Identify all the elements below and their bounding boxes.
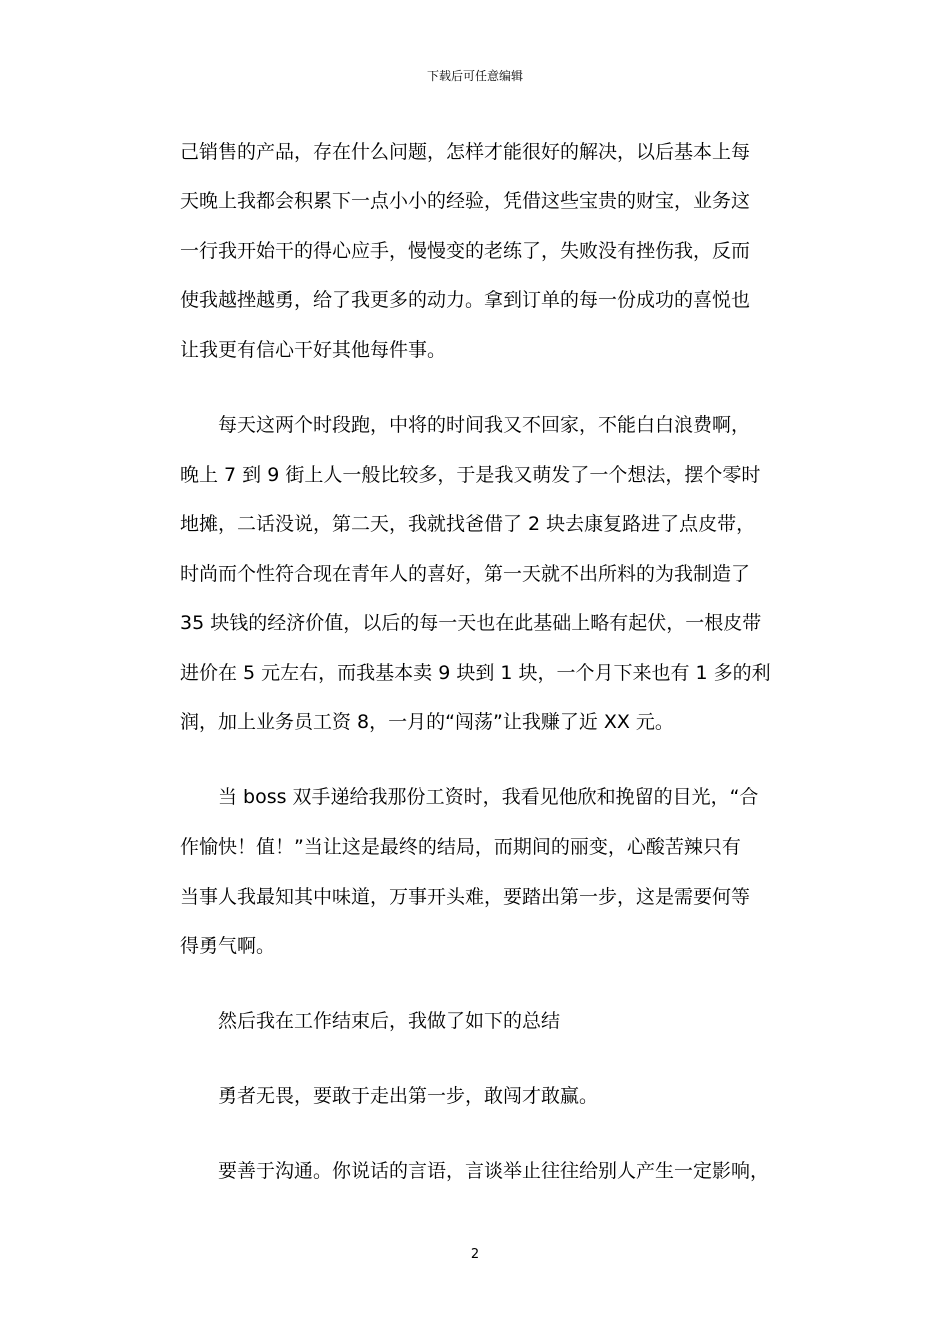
- page-number: 2: [470, 1247, 480, 1262]
- body-line: 35 块钱的经济价值，以后的每一天也在此基础上略有起伏，一根皮带: [180, 612, 762, 634]
- body-line: 天晚上我都会积累下一点小小的经验，凭借这些宝贵的财宝，业务这: [180, 190, 751, 212]
- body-line: 让我更有信心干好其他每件事。: [180, 339, 447, 361]
- body-line: 进价在 5 元左右，而我基本卖 9 块到 1 块，一个月下来也有 1 多的利: [180, 662, 771, 684]
- body-line: 要善于沟通。你说话的言语，言谈举止往往给别人产生一定影响，: [218, 1160, 770, 1182]
- body-line: 一行我开始干的得心应手，慢慢变的老练了，失败没有挫伤我，反而: [180, 240, 751, 262]
- body-line: 勇者无畏，要敢于走出第一步，敢闯才敢赢。: [218, 1085, 599, 1107]
- page-header: 下载后可任意编辑: [426, 69, 523, 83]
- body-line: 得勇气啊。: [180, 935, 276, 957]
- body-line: 每天这两个时段跑，中将的时间我又不回家，不能白白浪费啊，: [218, 414, 751, 436]
- body-line: 当事人我最知其中味道，万事开头难，要踏出第一步，这是需要何等: [180, 886, 751, 908]
- body-line: 地摊，二话没说，第二天，我就找爸借了 2 块去康复路进了点皮带，: [180, 513, 756, 535]
- body-line: 润，加上业务员工资 8，一月的“闯荡”让我赚了近 XX 元。: [180, 711, 674, 733]
- body-line: 当 boss 双手递给我那份工资时，我看见他欣和挽留的目光，“合: [218, 786, 759, 808]
- body-line: 晚上 7 到 9 街上人一般比较多，于是我又萌发了一个想法，摆个零时: [180, 464, 761, 486]
- body-line: 己销售的产品，存在什么问题，怎样才能很好的解决，以后基本上每: [180, 141, 751, 163]
- body-line: 时尚而个性符合现在青年人的喜好，第一天就不出所料的为我制造了: [180, 563, 751, 585]
- body-line: 然后我在工作结束后，我做了如下的总结: [218, 1010, 561, 1032]
- body-line: 使我越挫越勇，给了我更多的动力。拿到订单的每一份成功的喜悦也: [180, 289, 751, 311]
- body-line: 作愉快！值！”当让这是最终的结局，而期间的丽变，心酸苦辣只有: [180, 836, 741, 858]
